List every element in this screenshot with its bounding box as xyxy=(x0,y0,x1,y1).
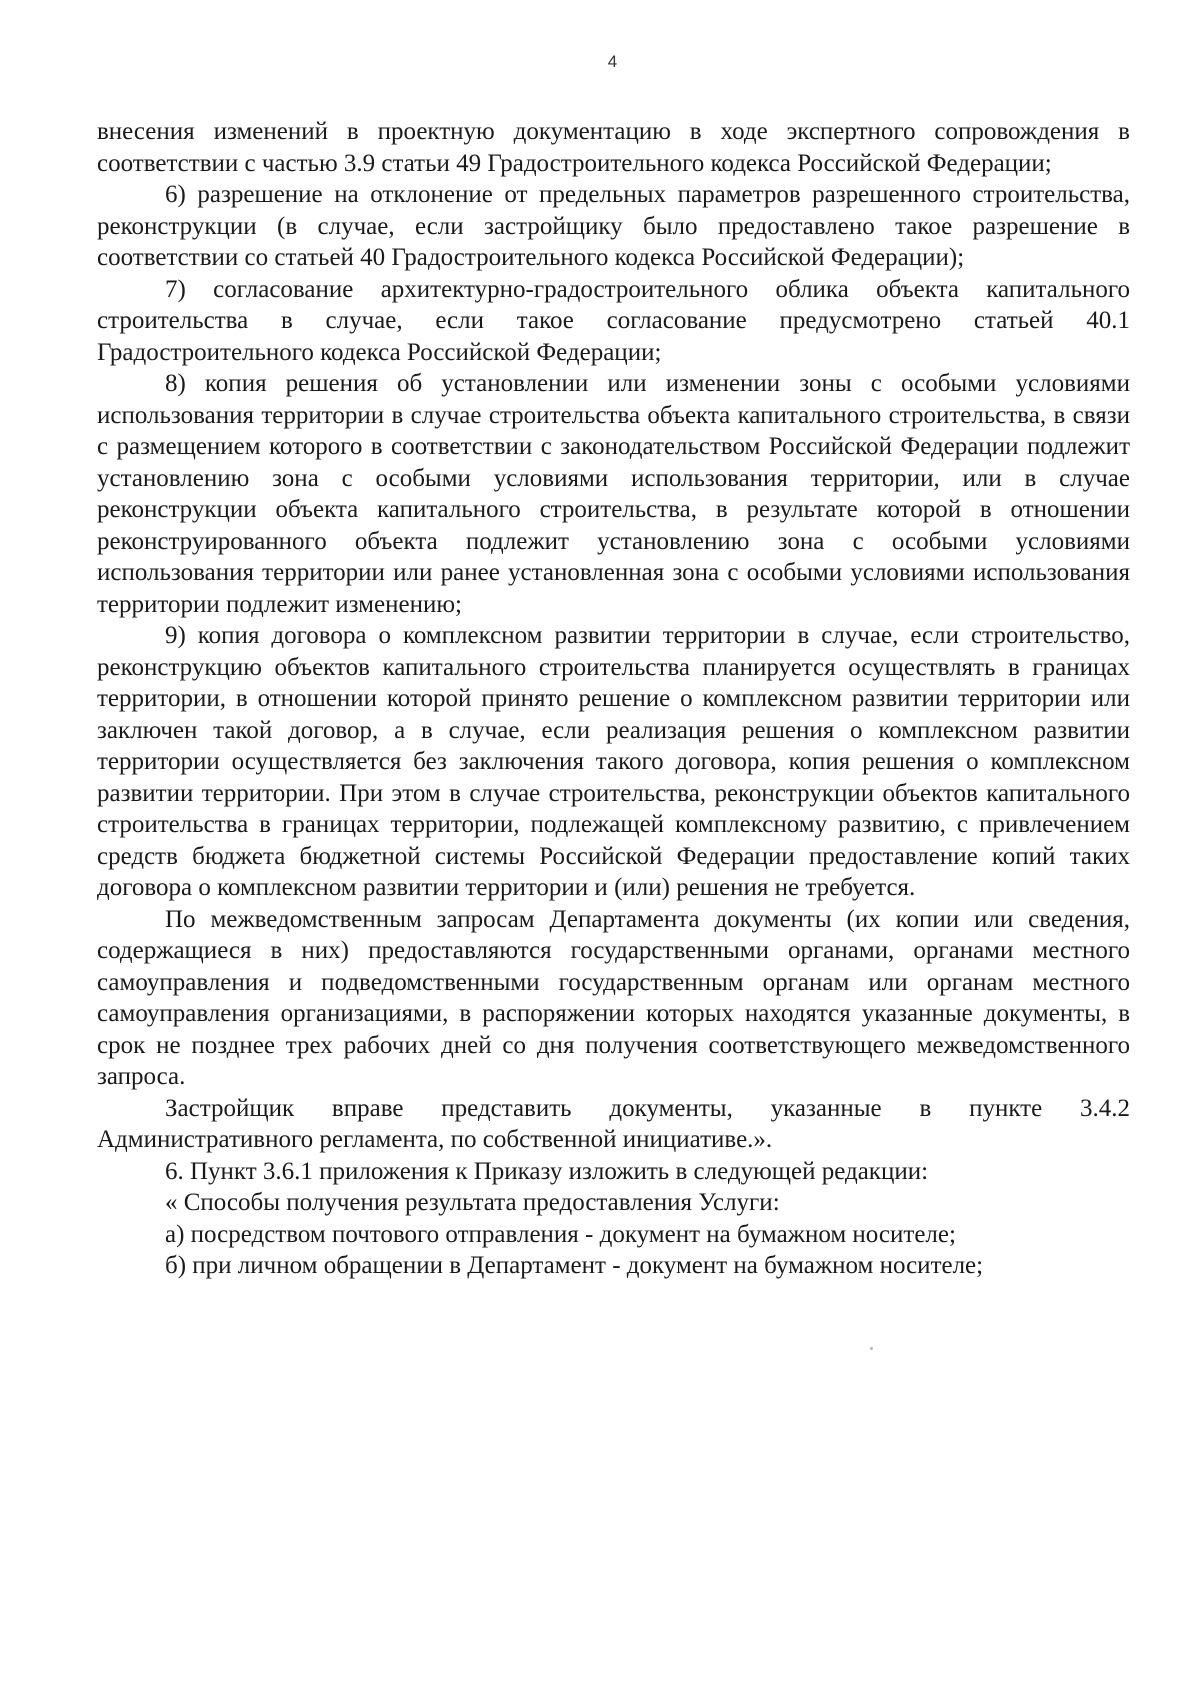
paragraph-item-7: 7) согласование архитектурно-градостроительного облика объекта капитального строительства в случае, если такое согласование предусмотрено статьей 40.1 Градостроительного кодекса Российской Федерации; xyxy=(97,275,1130,366)
paragraph-item-8: 8) копия решения об установлении или изменении зоны с особыми условиями использования территории в случае строительства объекта капитального строительства, в связи с размещением которого в соответствии с законодательством Российской Федерации подлежит установлению зона с особыми условиями использования территории, или в случае реконструкции объекта капитального строительства, в результате которой в отношении реконструированного объекта подлежит установлению зона с особыми условиями использования территории или ранее установленная зона с особыми условиями использования территории подлежит изменению; xyxy=(97,370,1130,618)
document-body xyxy=(97,116,1130,1282)
scan-speck xyxy=(870,1347,873,1350)
paragraph-methods-heading: « Способы получения результата предоставления Услуги: xyxy=(165,1189,780,1216)
page-number: 4 xyxy=(607,52,618,71)
paragraph-interagency-requests: По межведомственным запросам Департамента документы (их копии или сведения, содержащиеся в них) предоставляются государственными органами, органами местного самоуправления и подведомственными государственным органам или органам местного самоуправления организациями, в распоряжении которых находятся указанные документы, в срок не позднее трех рабочих дней со дня получения соответствующего межведомственного запроса. xyxy=(97,905,1130,1090)
paragraph-point-6: 6. Пункт 3.6.1 приложения к Приказу изложить в следующей редакции: xyxy=(165,1157,929,1185)
paragraph-item-6: 6) разрешение на отклонение от предельных параметров разрешенного строительства, реконструкции (в случае, если застройщику было предоставлено такое разрешение в соответствии со статьей 40 Градостроительного кодекса Российской Федерации); xyxy=(97,181,1130,271)
paragraph-method-a: а) посредством почтового отправления - документ на бумажном носителе; xyxy=(165,1220,956,1248)
paragraph-method-b: б) при личном обращении в Департамент - документ на бумажном носителе; xyxy=(165,1252,984,1279)
paragraph-continuation: внесения изменений в проектную документацию в ходе экспертного сопровождения в соответствии с частью 3.9 статьи 49 Градостроительного кодекса Российской Федерации; xyxy=(97,118,1130,177)
paragraph-developer-initiative: Застройщик вправе представить документы, указанные в пункте 3.4.2 Административного регламента, по собственной инициативе.». xyxy=(97,1094,1130,1153)
paragraph-item-9: 9) копия договора о комплексном развитии территории в случае, если строительство, реконструкцию объектов капитального строительства планируется осуществлять в границах территории, в отношении которой принято решение о комплексном развитии территории или заключен такой договор, а в случае, если реализация решения о комплексном развитии территории осуществляется без заключения такого договора, копия решения о комплексном развитии территории. При этом в случае строительства, реконструкции объектов капитального строительства в границах территории, подлежащей комплексному развитию, с привлечением средств бюджета бюджетной системы Российской Федерации предоставление копий таких договора о комплексном развитии территории и (или) решения не требуется. xyxy=(97,622,1130,901)
